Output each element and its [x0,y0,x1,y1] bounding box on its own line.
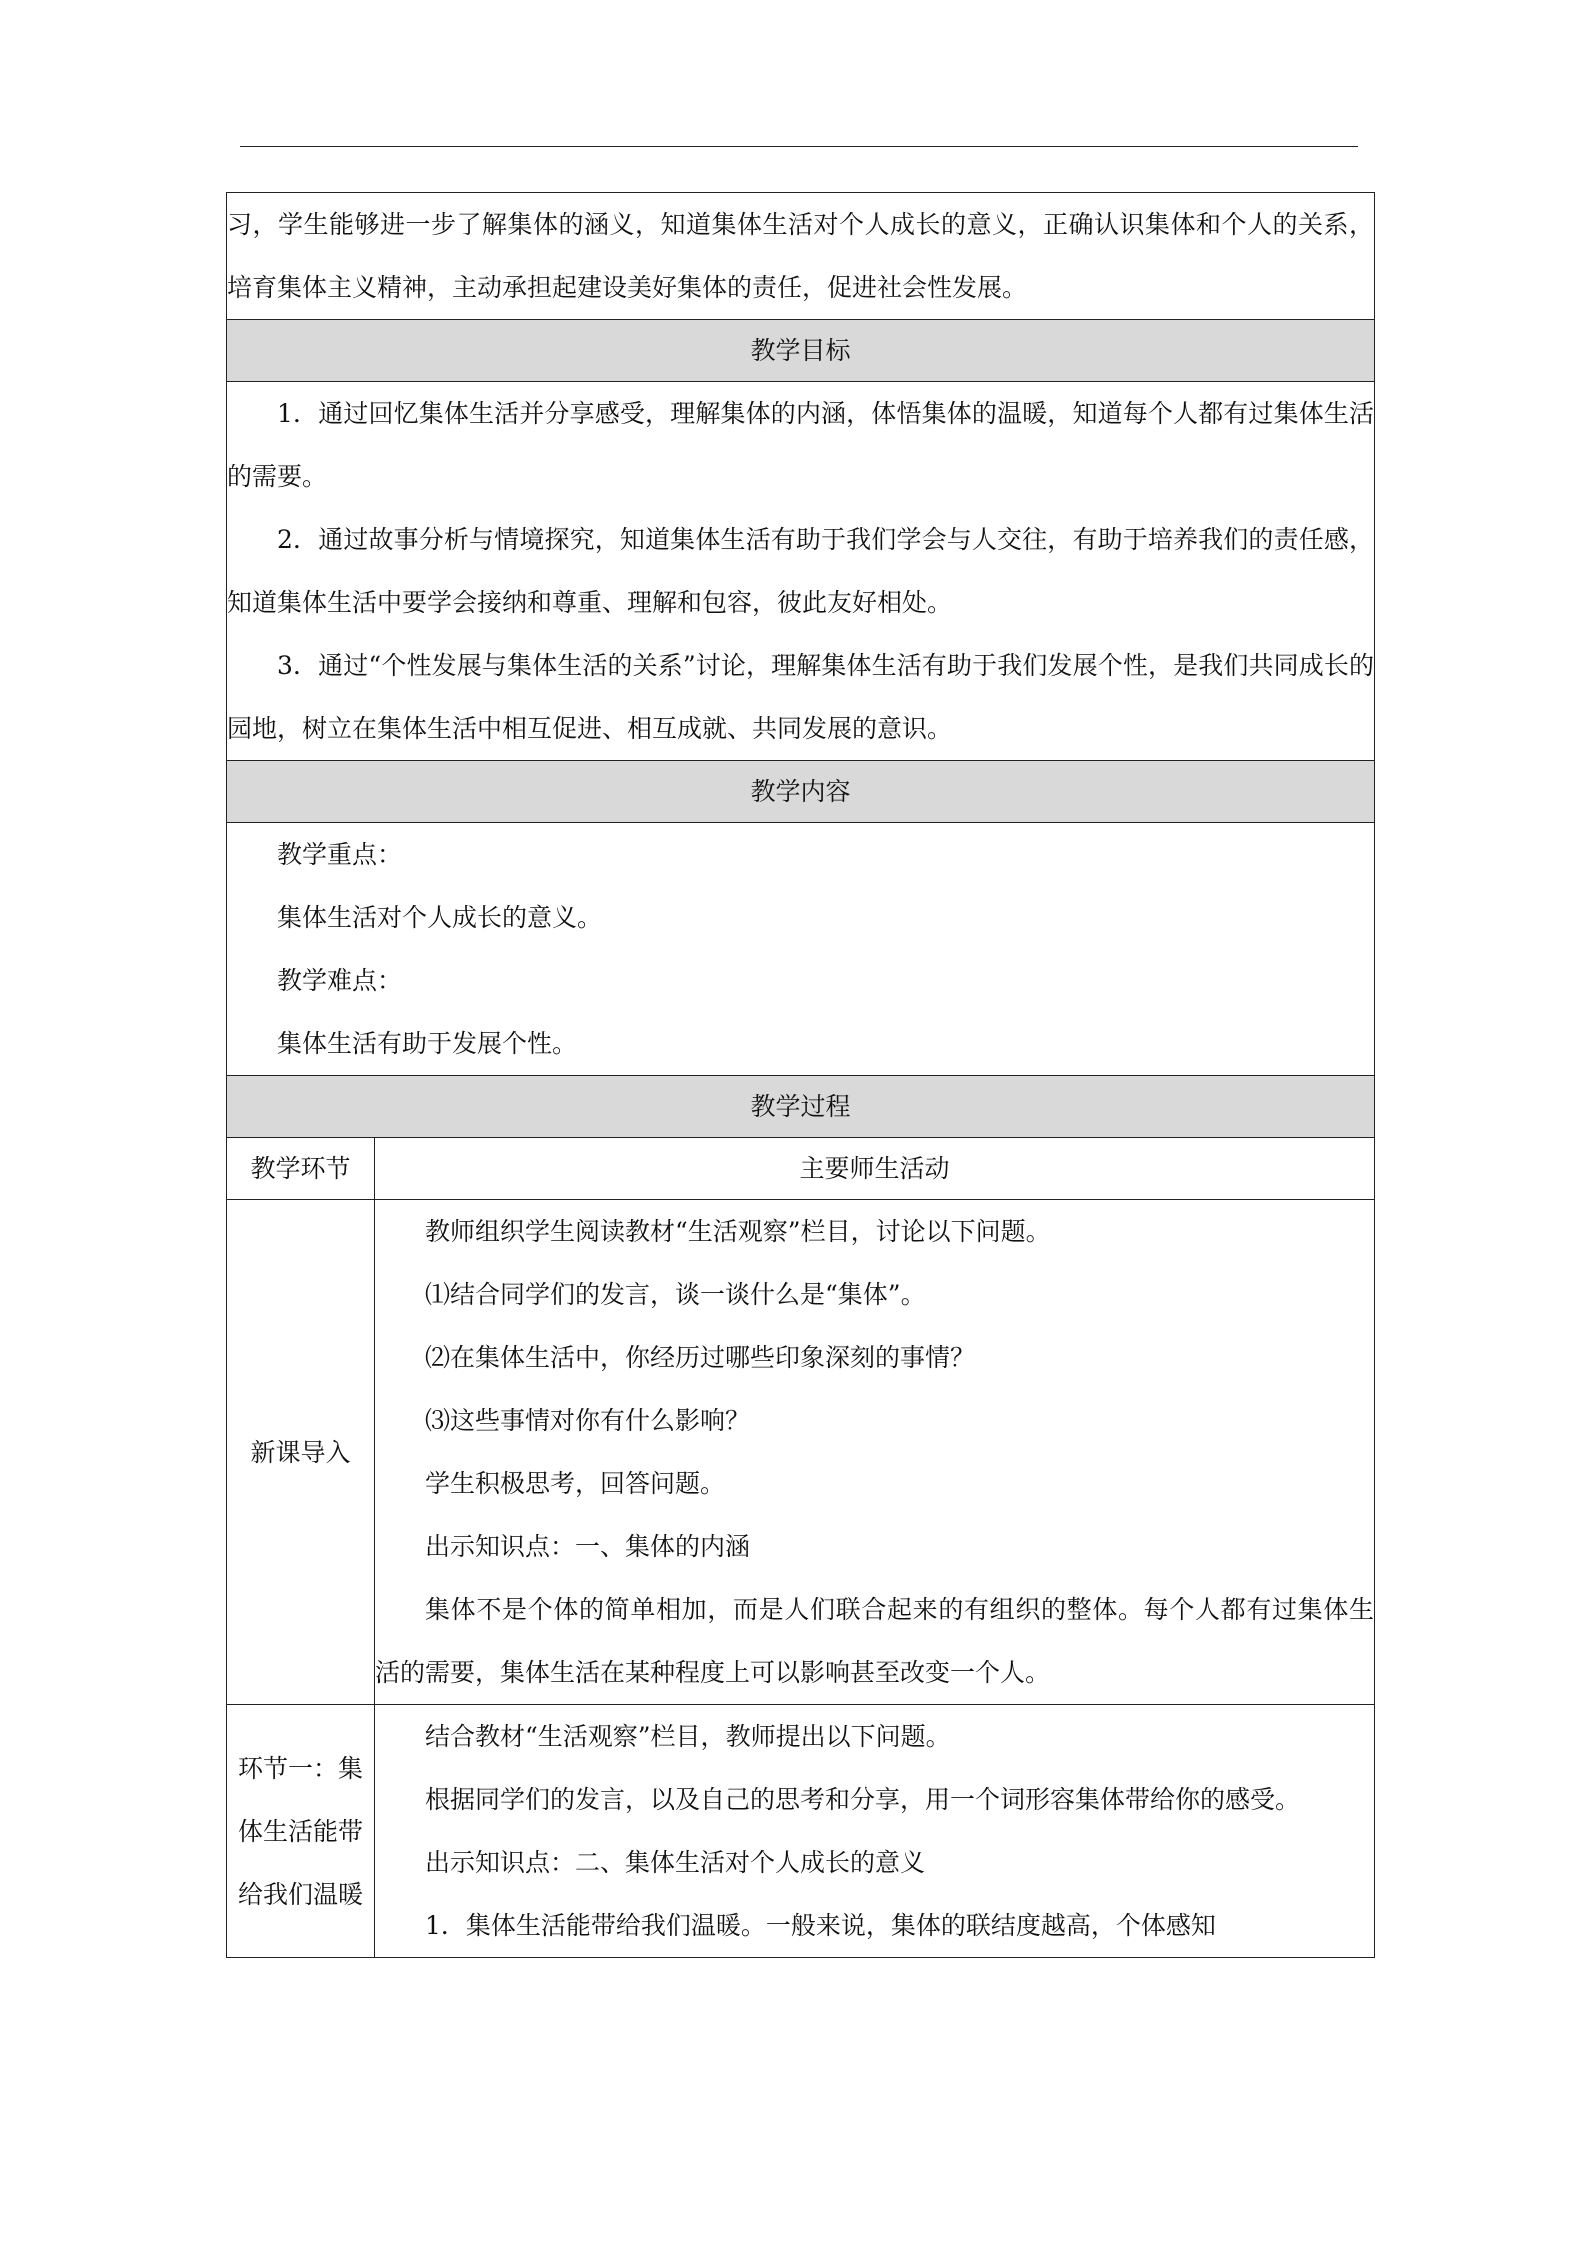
process-header-row [227,1076,1375,1138]
content-header: 教学内容 [227,761,1375,823]
objective-item: 3．通过“个性发展与集体生活的关系”讨论，理解集体生活有助于我们发展个性，是我们共同成长的园地，树立在集体生活中相互促进、相互成就、共同发展的意识。 [227,651,1375,743]
activity-paragraph: 结合教材“生活观察”栏目，教师提出以下问题。 [425,1722,951,1751]
activity-paragraph: 学生积极思考，回答问题。 [425,1469,726,1498]
activity-cell [375,1200,1375,1705]
difficulty-text: 集体生活有助于发展个性。 [277,1029,578,1058]
process-row-intro [227,1200,1375,1705]
stage-label: 新课导入 [250,1437,351,1467]
activity-paragraph: 出示知识点：二、集体生活对个人成长的意义 [425,1848,926,1877]
activity-cell [375,1705,1375,1958]
stage-label: 环节一：集体生活能带给我们温暖 [237,1754,363,1909]
content-row [227,823,1375,1076]
activity-paragraph: 根据同学们的发言，以及自己的思考和分享，用一个词形容集体带给你的感受。 [425,1785,1301,1814]
stage-cell [227,1200,375,1705]
stage-column-header: 教学环节 [227,1138,375,1200]
page-header-rule [240,146,1358,147]
objectives-header-row [227,320,1375,382]
difficulty-label: 教学难点： [277,966,403,995]
activity-paragraph: 1．集体生活能带给我们温暖。一般来说，集体的联结度越高，个体感知 [425,1911,1216,1940]
objectives-cell [227,382,1375,761]
objectives-row [227,382,1375,761]
lesson-plan-table [226,192,1375,1958]
activity-paragraph: 教师组织学生阅读教材“生活观察”栏目，讨论以下问题。 [425,1217,1051,1246]
activity-paragraph: 集体不是个体的简单相加，而是人们联合起来的有组织的整体。每个人都有过集体生活的需要，集体生活在某种程度上可以影响甚至改变一个人。 [375,1595,1375,1687]
process-row-stage-one [227,1705,1375,1958]
intro-cell [227,193,1375,320]
process-column-header-row [227,1138,1375,1200]
objectives-header: 教学目标 [227,320,1375,382]
key-point-text: 集体生活对个人成长的意义。 [277,903,603,932]
stage-cell [227,1705,375,1958]
intro-row [227,193,1375,320]
key-point-label: 教学重点： [277,840,403,869]
activity-paragraph: ⑵在集体生活中，你经历过哪些印象深刻的事情？ [425,1343,976,1372]
objective-item: 2．通过故事分析与情境探究，知道集体生活有助于我们学会与人交往，有助于培养我们的责任感，知道集体生活中要学会接纳和尊重、理解和包容，彼此友好相处。 [227,525,1375,617]
process-header: 教学过程 [227,1076,1375,1138]
content-cell [227,823,1375,1076]
activity-paragraph: ⑴结合同学们的发言，谈一谈什么是“集体”。 [425,1280,926,1309]
objective-item: 1．通过回忆集体生活并分享感受，理解集体的内涵，体悟集体的温暖，知道每个人都有过集体生活的需要。 [227,399,1375,491]
content-header-row [227,761,1375,823]
activity-column-header: 主要师生活动 [375,1138,1375,1200]
activity-paragraph: 出示知识点：一、集体的内涵 [425,1532,751,1561]
intro-paragraph: 习，学生能够进一步了解集体的涵义，知道集体生活对个人成长的意义，正确认识集体和个人的关系，培育集体主义精神，主动承担起建设美好集体的责任，促进社会性发展。 [227,210,1375,302]
activity-paragraph: ⑶这些事情对你有什么影响？ [425,1406,751,1435]
